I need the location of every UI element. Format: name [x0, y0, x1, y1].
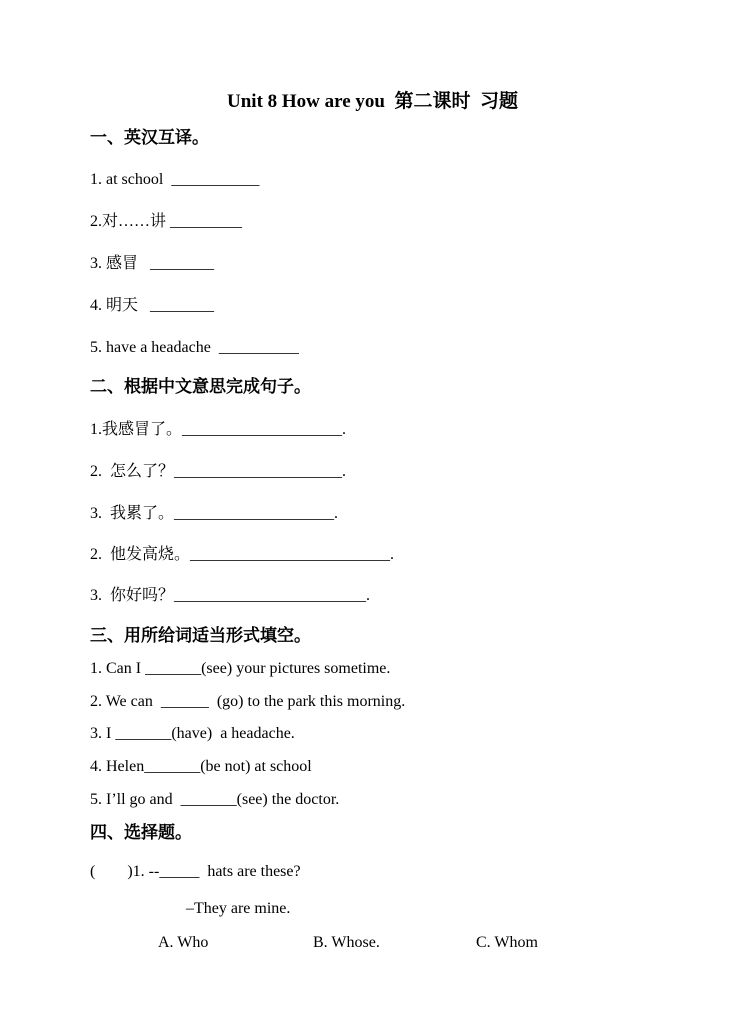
section1-item-1: 1. at school ___________: [90, 171, 260, 188]
section3-item-3: 3. I _______(have) a headache.: [90, 725, 295, 742]
section3-item-4: 4. Helen_______(be not) at school: [90, 758, 312, 775]
section3-item-1: 1. Can I _______(see) your pictures sometime.: [90, 660, 391, 677]
section1-item-4: 4. 明天 ________: [90, 297, 215, 314]
section4-option-a: A. Who: [158, 934, 209, 951]
section2-item-4: 2. 他发高烧。_________________________.: [90, 546, 395, 563]
section2-item-3: 3. 我累了。____________________.: [90, 505, 339, 522]
section4-option-b: B. Whose.: [313, 934, 380, 951]
section2-heading: 二、根据中文意思完成句子。: [90, 377, 311, 397]
section1-item-2: 2.对……讲 _________: [90, 213, 243, 230]
section1-item-3: 3. 感冒 ________: [90, 255, 215, 272]
page-title: Unit 8 How are you 第二课时 习题: [227, 91, 518, 112]
section3-item-5: 5. I’ll go and _______(see) the doctor.: [90, 791, 340, 808]
section2-item-2: 2. 怎么了？_____________________.: [90, 463, 347, 480]
section1-heading: 一、英汉互译。: [90, 128, 209, 148]
section2-item-5: 3. 你好吗？________________________.: [90, 587, 371, 604]
section4-option-c: C. Whom: [476, 934, 538, 951]
section3-item-2: 2. We can ______ (go) to the park this morning.: [90, 693, 406, 710]
section3-heading: 三、用所给词适当形式填空。: [90, 626, 311, 646]
section1-item-5: 5. have a headache __________: [90, 339, 299, 356]
section4-answer: –They are mine.: [186, 900, 291, 917]
section4-heading: 四、选择题。: [90, 823, 192, 843]
section2-item-1: 1.我感冒了。____________________.: [90, 421, 347, 438]
section4-question: ( )1. --_____ hats are these?: [90, 863, 301, 880]
